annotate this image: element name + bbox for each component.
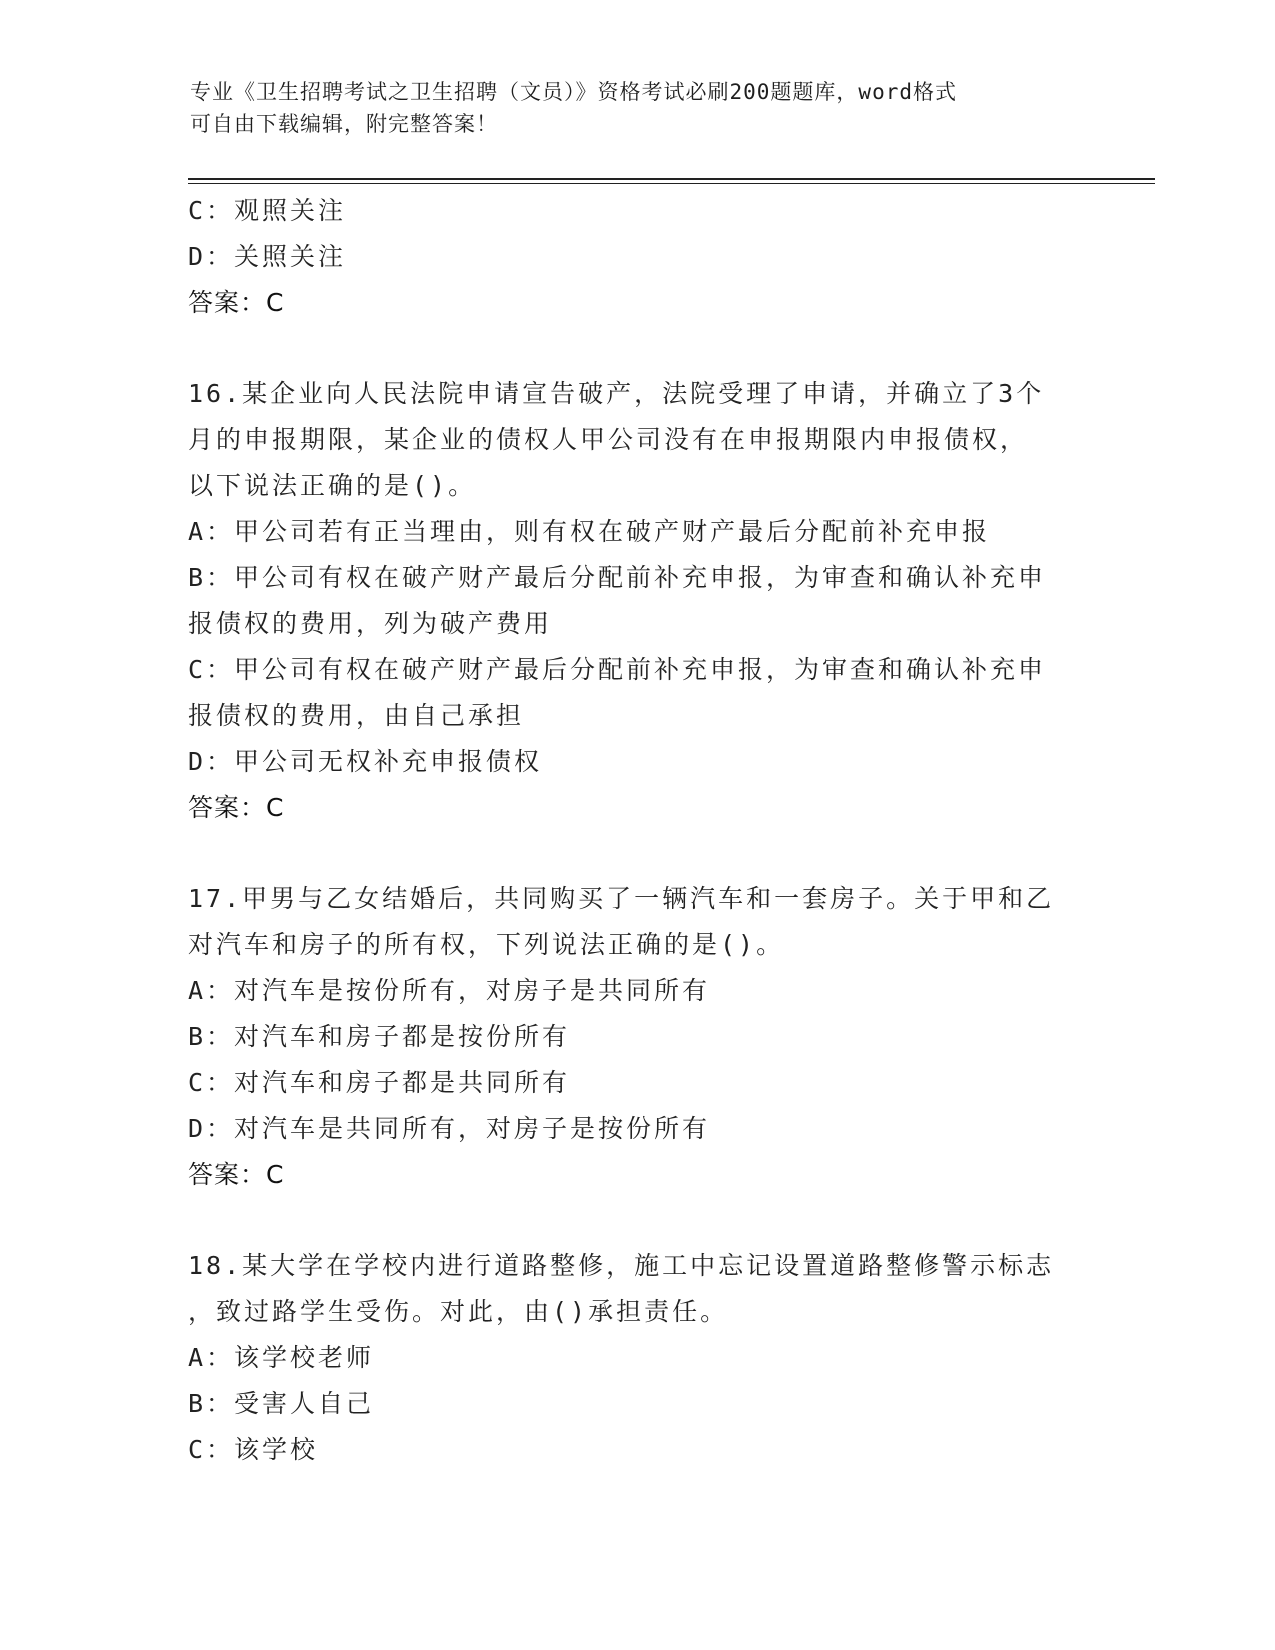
- option-b: B：对汽车和房子都是按份所有: [188, 1022, 571, 1051]
- option-b: B：甲公司有权在破产财产最后分配前补充申报，为审查和确认补充申: [188, 563, 1047, 592]
- document-body: [188, 188, 1088, 1473]
- header-rule-thick: [188, 178, 1155, 180]
- question-stem-line: 以下说法正确的是()。: [188, 471, 477, 500]
- option-a: A：该学校老师: [188, 1343, 375, 1372]
- option-c: C：观照关注: [188, 196, 347, 225]
- option-d: D：对汽车是共同所有，对房子是按份所有: [188, 1114, 711, 1143]
- option-a: A：对汽车是按份所有，对房子是共同所有: [188, 976, 711, 1005]
- question-17: [188, 876, 1088, 1198]
- document-header: [190, 76, 1070, 140]
- question-15-fragment: [188, 188, 1088, 326]
- option-c: C：对汽车和房子都是共同所有: [188, 1068, 571, 1097]
- question-18: [188, 1243, 1088, 1473]
- option-d: D：甲公司无权补充申报债权: [188, 747, 543, 776]
- option-b: B：受害人自己: [188, 1389, 375, 1418]
- answer-line: 答案：C: [188, 288, 285, 317]
- option-c: C：该学校: [188, 1435, 319, 1464]
- answer-line: 答案：C: [188, 1160, 285, 1189]
- option-b-continued: 报债权的费用，列为破产费用: [188, 609, 553, 638]
- header-rule-thin: [188, 183, 1155, 184]
- option-c-continued: 报债权的费用，由自己承担: [188, 701, 525, 730]
- question-stem-line: 月的申报期限，某企业的债权人甲公司没有在申报期限内申报债权，: [188, 425, 1029, 454]
- option-d: D：关照关注: [188, 242, 347, 271]
- question-stem-line: 对汽车和房子的所有权，下列说法正确的是()。: [188, 930, 785, 959]
- header-line-2: 可自由下载编辑，附完整答案！: [190, 112, 498, 136]
- question-16: [188, 371, 1088, 831]
- question-stem-line: ，致过路学生受伤。对此，由()承担责任。: [188, 1297, 729, 1326]
- question-stem-line: 18.某大学在学校内进行道路整修，施工中忘记设置道路整修警示标志: [188, 1251, 1055, 1280]
- question-stem-line: 16.某企业向人民法院申请宣告破产，法院受理了申请，并确立了3个: [188, 379, 1045, 408]
- header-line-1: 专业《卫生招聘考试之卫生招聘（文员）》资格考试必刷200题题库，word格式: [190, 80, 957, 104]
- option-a: A：甲公司若有正当理由，则有权在破产财产最后分配前补充申报: [188, 517, 991, 546]
- question-stem-line: 17.甲男与乙女结婚后，共同购买了一辆汽车和一套房子。关于甲和乙: [188, 884, 1055, 913]
- answer-line: 答案：C: [188, 793, 285, 822]
- option-c: C：甲公司有权在破产财产最后分配前补充申报，为审查和确认补充申: [188, 655, 1047, 684]
